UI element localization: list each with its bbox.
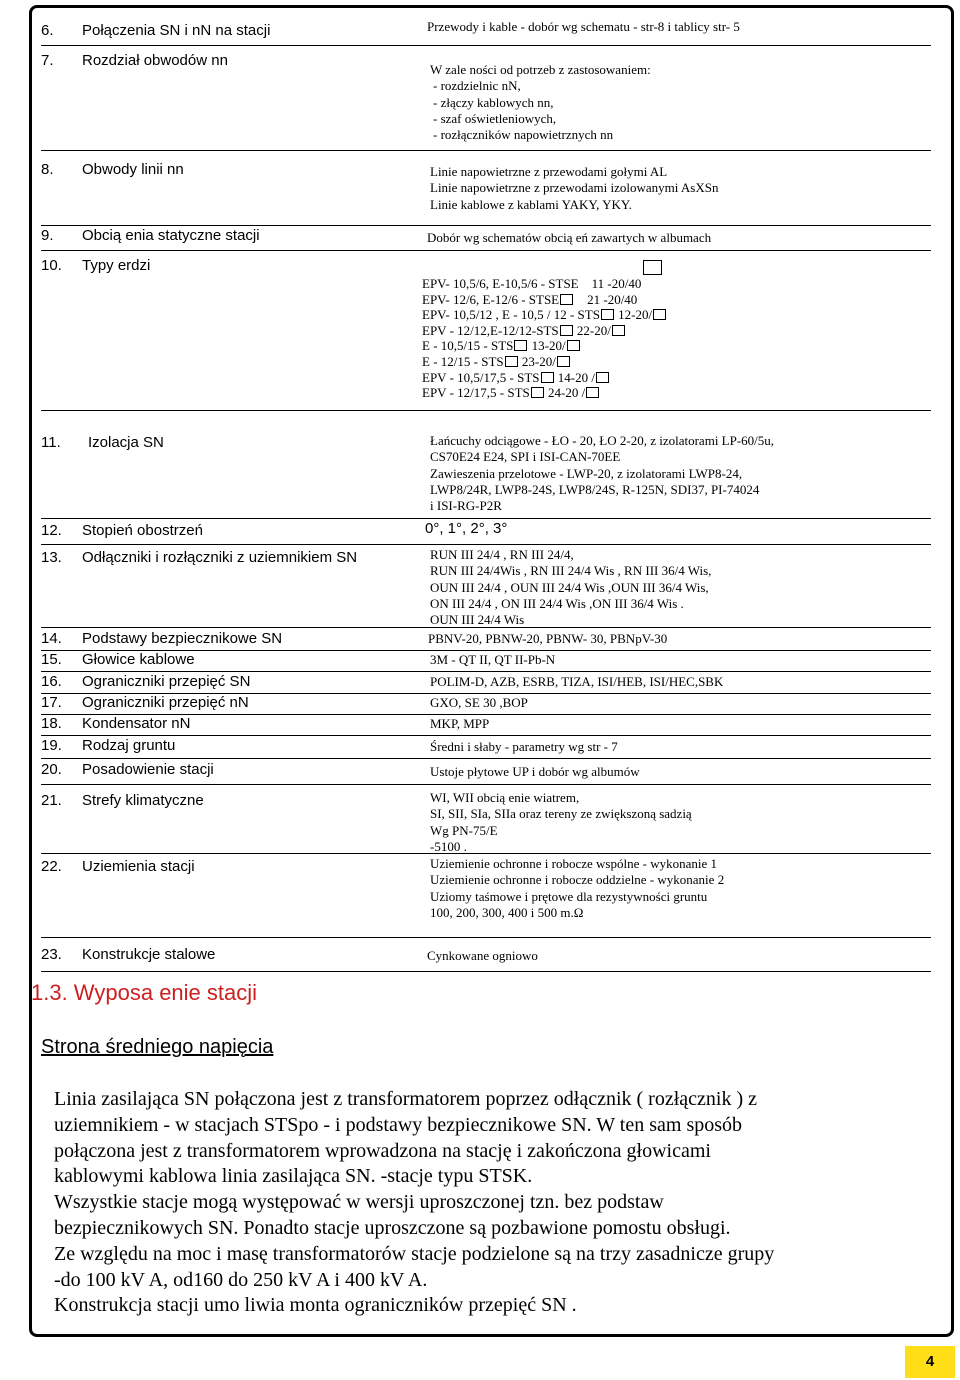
- row-title: Obcią enia statyczne stacji: [82, 227, 260, 244]
- box-symbol-icon: [541, 372, 554, 383]
- row-number: 10.: [41, 257, 62, 274]
- row-description-line: PBNV-20, PBNW-20, PBNW- 30, PBNpV-30: [428, 631, 668, 646]
- type-line: [422, 323, 626, 339]
- row-title: Rodzaj gruntu: [82, 737, 176, 754]
- row-number: 21.: [41, 792, 62, 809]
- page-number: 4: [905, 1346, 955, 1378]
- row-description-line: - rozłączników napowietrznych nn: [433, 127, 614, 143]
- type-code: 23-20/: [521, 354, 556, 369]
- row-title: Kondensator nN: [82, 715, 191, 732]
- row-description-line: Średni i słaby - parametry wg str - 7: [430, 739, 618, 754]
- row-description-line: OUN III 24/4 Wis: [430, 612, 525, 628]
- row-description-line: OUN III 24/4 , OUN III 24/4 Wis ,OUN III 36/4 Wis,: [430, 579, 709, 595]
- type-designation: EPV- 10,5/6, E-10,5/6 - STSE: [422, 276, 579, 291]
- row-title: Posadowienie stacji: [82, 761, 214, 778]
- box-symbol-icon: [653, 309, 666, 320]
- row-number: 22.: [41, 858, 62, 875]
- row-number: 8.: [41, 161, 54, 178]
- type-designation: EPV- 12/6, E-12/6 - STSE: [422, 291, 560, 307]
- row-title: Obwody linii nn: [82, 161, 184, 178]
- row-number: 16.: [41, 673, 62, 690]
- box-symbol-icon: [601, 309, 614, 320]
- paragraph-line: kablowymi kablowa linia zasilająca SN. -stacje typu STSK.: [54, 1165, 533, 1188]
- row-description-line: RUN III 24/4 , RN III 24/4,: [430, 547, 574, 562]
- row-title: Stopień obostrzeń: [82, 522, 203, 539]
- row-divider: [41, 225, 931, 226]
- row-description-line: GXO, SE 30 ,BOP: [430, 695, 528, 710]
- row-title: Konstrukcje stalowe: [82, 946, 216, 963]
- row-title: Podstawy bezpiecznikowe SN: [82, 630, 283, 647]
- box-symbol-icon: [567, 340, 580, 351]
- row-divider: [41, 671, 931, 672]
- row-title: Typy erdzi: [82, 257, 151, 274]
- type-designation: EPV - 10,5/17,5 - STS: [422, 369, 540, 385]
- row-description-line: -5100 .: [430, 838, 467, 854]
- checkbox-symbol-icon: [643, 260, 662, 275]
- box-symbol-icon: [505, 356, 518, 367]
- row-number: 23.: [41, 946, 62, 963]
- row-description-line: SI, SII, SIa, SIIa oraz tereny ze zwiększoną sadzią: [430, 806, 692, 822]
- type-code: 22-20/: [576, 322, 611, 338]
- subheading: Strona średniego napięcia: [41, 1036, 274, 1058]
- row-description-line: Linie napowietrzne z przewodami izolowanymi AsXSn: [430, 180, 719, 196]
- paragraph-line: Linia zasilająca SN połączona jest z transformatorem poprzez odłącznik ( rozłącznik ) z: [54, 1088, 757, 1110]
- box-symbol-icon: [531, 387, 544, 398]
- type-code: 24-20 /: [548, 385, 586, 401]
- type-line: [422, 354, 571, 370]
- paragraph-line: połączona jest z transformatorem wprowadzona na stację i zakończona głowicami: [54, 1139, 711, 1162]
- row-number: 11.: [41, 434, 61, 451]
- row-description-line: Przewody i kable - dobór wg schematu - str-8 i tablicy str- 5: [427, 19, 740, 34]
- row-description-line: Uziomy taśmowe i prętowe dla rezystywności gruntu: [430, 888, 708, 904]
- row-divider: [41, 758, 931, 759]
- row-description-line: Zawieszenia przelotowe - LWP-20, z izolatorami LWP8-24,: [430, 465, 743, 481]
- row-description-line: Uziemienie ochronne i robocze oddzielne - wykonanie 2: [430, 872, 725, 888]
- type-code: 21 -20/40: [587, 291, 638, 307]
- box-symbol-icon: [560, 325, 573, 336]
- box-symbol-icon: [586, 387, 599, 398]
- type-line: [422, 385, 600, 401]
- row-divider: [41, 853, 931, 854]
- type-line: [422, 292, 637, 308]
- row-number: 19.: [41, 737, 62, 754]
- row-description-line: Wg PN-75/E: [430, 822, 498, 838]
- row-description-line: - rozdzielnic nN,: [433, 78, 521, 94]
- row-number: 18.: [41, 715, 62, 732]
- row-description-line: WI, WII obcią enie wiatrem,: [430, 790, 580, 805]
- type-line: [422, 338, 581, 354]
- row-number: 20.: [41, 761, 62, 778]
- row-number: 9.: [41, 227, 54, 244]
- row-description-line: 3M - QT II, QT II-Pb-N: [430, 652, 556, 667]
- row-title: Uziemienia stacji: [82, 858, 195, 875]
- row-description-line: RUN III 24/4Wis , RN III 24/4 Wis , RN III 36/4 Wis,: [430, 563, 712, 579]
- type-designation: EPV- 10,5/12 , E - 10,5 / 12 - STS: [422, 307, 600, 323]
- paragraph-line: Konstrukcja stacji umo liwia monta ograniczników przepięć SN .: [54, 1294, 577, 1317]
- row-description-line: MKP, MPP: [430, 716, 490, 731]
- row-description-line: ON III 24/4 , ON III 24/4 Wis ,ON III 36/4 Wis .: [430, 595, 684, 611]
- row-divider: [41, 518, 931, 519]
- type-line: [422, 307, 667, 323]
- row-number: 6.: [41, 22, 54, 39]
- paragraph-line: Ze względu na moc i masę transformatorów stacje podzielone są na trzy zasadnicze grupy: [54, 1242, 775, 1265]
- row-title: Połączenia SN i nN na stacji: [82, 22, 271, 39]
- section-heading: 1.3. Wyposa enie stacji: [31, 980, 258, 1005]
- row-number: 7.: [41, 52, 54, 69]
- type-designation: E - 12/15 - STS: [422, 354, 504, 369]
- row-description-line: i ISI-RG-P2R: [430, 498, 502, 514]
- row-description-line: Linie kablowe z kablami YAKY, YKY.: [430, 196, 632, 212]
- row-description-line: Dobór wg schematów obcią eń zawartych w albumach: [427, 230, 712, 245]
- row-description-line: W zale ności od potrzeb z zastosowaniem:: [430, 62, 651, 77]
- type-code: 13-20/: [531, 338, 566, 354]
- row-number: 17.: [41, 694, 62, 711]
- row-description-line: Łańcuchy odciągowe - ŁO - 20, ŁO 2-20, z izolatorami LP-60/5u,: [430, 433, 775, 448]
- row-title: Ograniczniki przepięć SN: [82, 673, 251, 690]
- box-symbol-icon: [514, 340, 527, 351]
- paragraph-line: Wszystkie stacje mogą występować w wersji uproszczonej tzn. bez podstaw: [54, 1191, 664, 1214]
- type-designation: EPV - 12/12,E-12/12-STS: [422, 322, 559, 338]
- row-divider: [41, 45, 931, 46]
- box-symbol-icon: [557, 356, 570, 367]
- row-divider: [41, 410, 931, 411]
- row-title: Izolacja SN: [88, 434, 164, 451]
- box-symbol-icon: [612, 325, 625, 336]
- row-title: Ograniczniki przepięć nN: [82, 694, 249, 711]
- row-description-line: Cynkowane ogniowo: [427, 948, 538, 963]
- type-line: [422, 276, 641, 292]
- row-divider: [41, 250, 931, 251]
- row-description-line: - szaf oświetleniowych,: [433, 110, 557, 126]
- row-description-line: Ustoje płytowe UP i dobór wg albumów: [430, 764, 640, 779]
- type-code: 14-20 /: [557, 369, 595, 385]
- type-designation: EPV - 12/17,5 - STS: [422, 385, 530, 401]
- row-divider: [41, 937, 931, 938]
- row-number: 15.: [41, 651, 62, 668]
- row-divider: [41, 784, 931, 785]
- type-code: 11 -20/40: [591, 276, 642, 291]
- row-description-line: 0°, 1°, 2°, 3°: [425, 520, 508, 537]
- row-description-line: CS70E24 E24, SPI i ISI-CAN-70EE: [430, 449, 621, 465]
- row-number: 13.: [41, 549, 62, 566]
- type-designation: E - 10,5/15 - STS: [422, 338, 514, 354]
- row-description-line: LWP8/24R, LWP8-24S, LWP8/24S, R-125N, SDI37, PI-74024: [430, 481, 760, 497]
- row-description-line: Linie napowietrzne z przewodami gołymi AL: [430, 164, 668, 179]
- row-divider: [41, 150, 931, 151]
- row-description-line: POLIM-D, AZB, ESRB, TIZA, ISI/HEB, ISI/HEC,SBK: [430, 674, 724, 689]
- type-code: 12-20/: [618, 307, 653, 323]
- row-divider: [41, 735, 931, 736]
- paragraph-line: -do 100 kV A, od160 do 250 kV A i 400 kV A.: [54, 1268, 428, 1291]
- row-description-line: 100, 200, 300, 400 i 500 m.Ω: [430, 904, 584, 920]
- row-title: Głowice kablowe: [82, 651, 195, 668]
- box-symbol-icon: [596, 372, 609, 383]
- paragraph-line: uziemnikiem - w stacjach STSpo - i podstawy bezpiecznikowe SN. W ten sam sposób: [54, 1113, 743, 1136]
- row-description-line: - złączy kablowych nn,: [433, 94, 554, 110]
- row-title: Odłączniki i rozłączniki z uziemnikiem SN: [82, 549, 358, 566]
- row-title: Strefy klimatyczne: [82, 792, 204, 809]
- box-symbol-icon: [560, 294, 573, 305]
- row-description-line: Uziemienie ochronne i robocze wspólne - wykonanie 1: [430, 856, 717, 871]
- type-line: [422, 370, 610, 386]
- row-number: 12.: [41, 522, 62, 539]
- row-divider: [41, 971, 931, 972]
- row-title: Rozdział obwodów nn: [82, 52, 228, 69]
- row-divider: [41, 544, 931, 545]
- row-number: 14.: [41, 630, 62, 647]
- paragraph-line: bezpiecznikowych SN. Ponadto stacje uproszczone są pozbawione pomostu obsługi.: [54, 1217, 731, 1239]
